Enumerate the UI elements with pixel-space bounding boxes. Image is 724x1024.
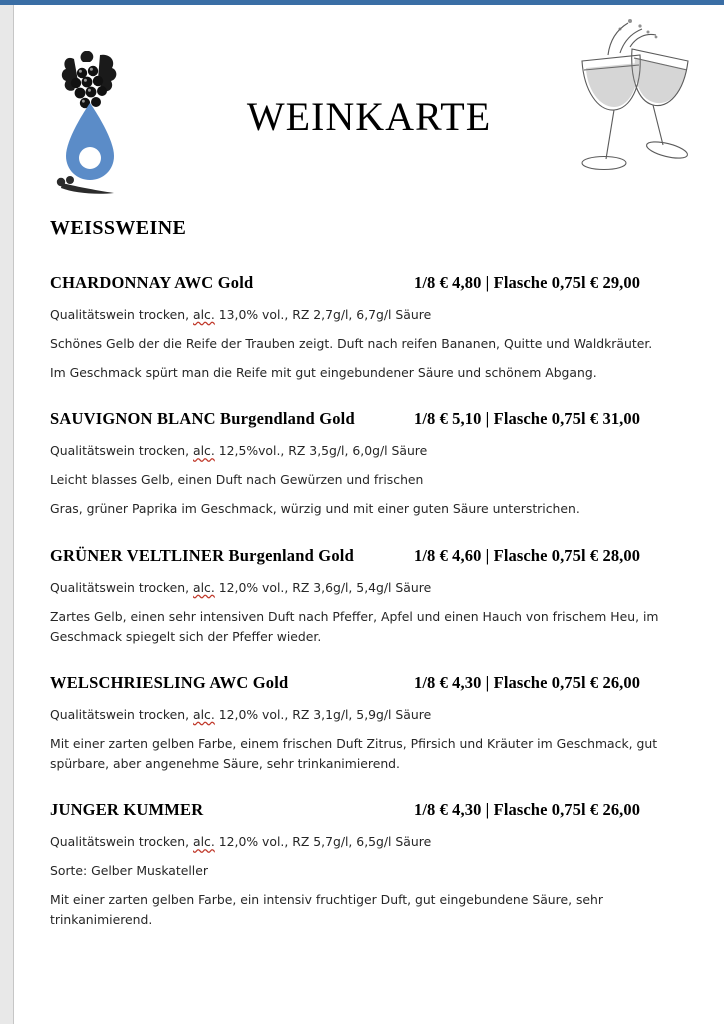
wine-entry bbox=[50, 409, 690, 519]
wine-description: Mit einer zarten gelben Farbe, ein intensiv fruchtiger Duft, gut eingebundene Säure, sehr trinkanimierend. bbox=[50, 892, 604, 928]
wine-specs bbox=[50, 578, 690, 598]
wine-description: Mit einer zarten gelben Farbe, einem frischen Duft Zitrus, Pfirsich und Kräuter im Geschmack, gut spürbare, aber angenehme Säure, sehr trinkanimierend. bbox=[50, 735, 658, 772]
wine-specs-suffix: 12,0% vol., RZ 3,6g/l, 5,4g/l Säure bbox=[214, 579, 432, 595]
wine-specs-prefix: Qualitätswein trocken, bbox=[50, 579, 193, 595]
wine-entry bbox=[50, 673, 690, 774]
wine-specs-prefix: Qualitätswein trocken, bbox=[50, 443, 193, 459]
wine-name: WELSCHRIESLING AWC Gold bbox=[50, 672, 289, 692]
wine-specs-suffix: 13,0% vol., RZ 2,7g/l, 6,7g/l Säure bbox=[214, 307, 432, 322]
wine-description: Schönes Gelb der die Reife der Trauben zeigt. Duft nach reifen Bananen, Quitte und Waldkräuter. bbox=[50, 336, 653, 352]
document-header bbox=[14, 5, 724, 190]
wine-description: Sorte: Gelber Muskateller bbox=[50, 863, 208, 879]
wine-price: 1/8 € 4,30 | Flasche 0,75l € 26,00 bbox=[414, 800, 641, 820]
wine-specs bbox=[50, 305, 690, 325]
wine-entry bbox=[50, 273, 690, 383]
wine-price: 1/8 € 4,80 | Flasche 0,75l € 29,00 bbox=[414, 273, 641, 292]
wine-name: CHARDONNAY AWC Gold bbox=[50, 273, 254, 292]
wine-specs-prefix: Qualitätswein trocken, bbox=[50, 834, 193, 850]
wine-description: Zartes Gelb, einen sehr intensiven Duft nach Pfeffer, Apfel und einen Hauch von frischem Heu, im Geschmack spiegelt sich der Pfeffer wieder. bbox=[50, 608, 659, 644]
spellcheck-flagged-word: alc. bbox=[193, 706, 215, 722]
wine-header-row bbox=[50, 546, 690, 568]
wine-description: Gras, grüner Paprika im Geschmack, würzig und mit einer guten Säure unterstrichen. bbox=[50, 501, 580, 517]
wine-specs-suffix: 12,0% vol., RZ 3,1g/l, 5,9g/l Säure bbox=[214, 706, 432, 722]
wine-specs-suffix: 12,5%vol., RZ 3,5g/l, 6,0g/l Säure bbox=[214, 443, 428, 459]
wine-price: 1/8 € 4,60 | Flasche 0,75l € 28,00 bbox=[414, 545, 641, 565]
spellcheck-flagged-word: alc. bbox=[193, 834, 215, 850]
wine-entry bbox=[50, 546, 690, 647]
spellcheck-flagged-word: alc. bbox=[193, 579, 215, 595]
wine-specs bbox=[50, 441, 690, 461]
page-title: WEINKARTE bbox=[246, 94, 492, 139]
wine-specs bbox=[50, 705, 690, 725]
wine-specs bbox=[50, 832, 690, 852]
wine-header-row bbox=[50, 409, 690, 431]
wine-specs-prefix: Qualitätswein trocken, bbox=[50, 307, 193, 322]
wine-price: 1/8 € 5,10 | Flasche 0,75l € 31,00 bbox=[414, 409, 641, 429]
wine-name: GRÜNER VELTLINER Burgenland Gold bbox=[50, 545, 354, 565]
wine-name: SAUVIGNON BLANC Burgendland Gold bbox=[50, 409, 355, 429]
wine-description: Im Geschmack spürt man die Reife mit gut eingebundener Säure und schönem Abgang. bbox=[50, 365, 597, 381]
wine-header-row bbox=[50, 800, 690, 822]
spellcheck-flagged-word: alc. bbox=[193, 307, 215, 322]
wine-description: Leicht blasses Gelb, einen Duft nach Gewürzen und frischen bbox=[50, 472, 424, 488]
document-page bbox=[14, 5, 724, 1024]
wine-specs-prefix: Qualitätswein trocken, bbox=[50, 706, 193, 722]
wine-list bbox=[50, 273, 690, 957]
wine-header-row bbox=[50, 273, 690, 295]
wine-name: JUNGER KUMMER bbox=[50, 800, 204, 820]
wine-glasses-illustration bbox=[560, 13, 700, 188]
wine-price: 1/8 € 4,30 | Flasche 0,75l € 26,00 bbox=[414, 672, 641, 692]
wine-entry bbox=[50, 800, 690, 930]
wine-header-row bbox=[50, 673, 690, 695]
wine-specs-suffix: 12,0% vol., RZ 5,7g/l, 6,5g/l Säure bbox=[214, 834, 432, 850]
section-heading-white-wines: WEISSWEINE bbox=[50, 217, 187, 239]
spellcheck-flagged-word: alc. bbox=[193, 443, 215, 459]
page-left-gutter bbox=[0, 5, 14, 1024]
